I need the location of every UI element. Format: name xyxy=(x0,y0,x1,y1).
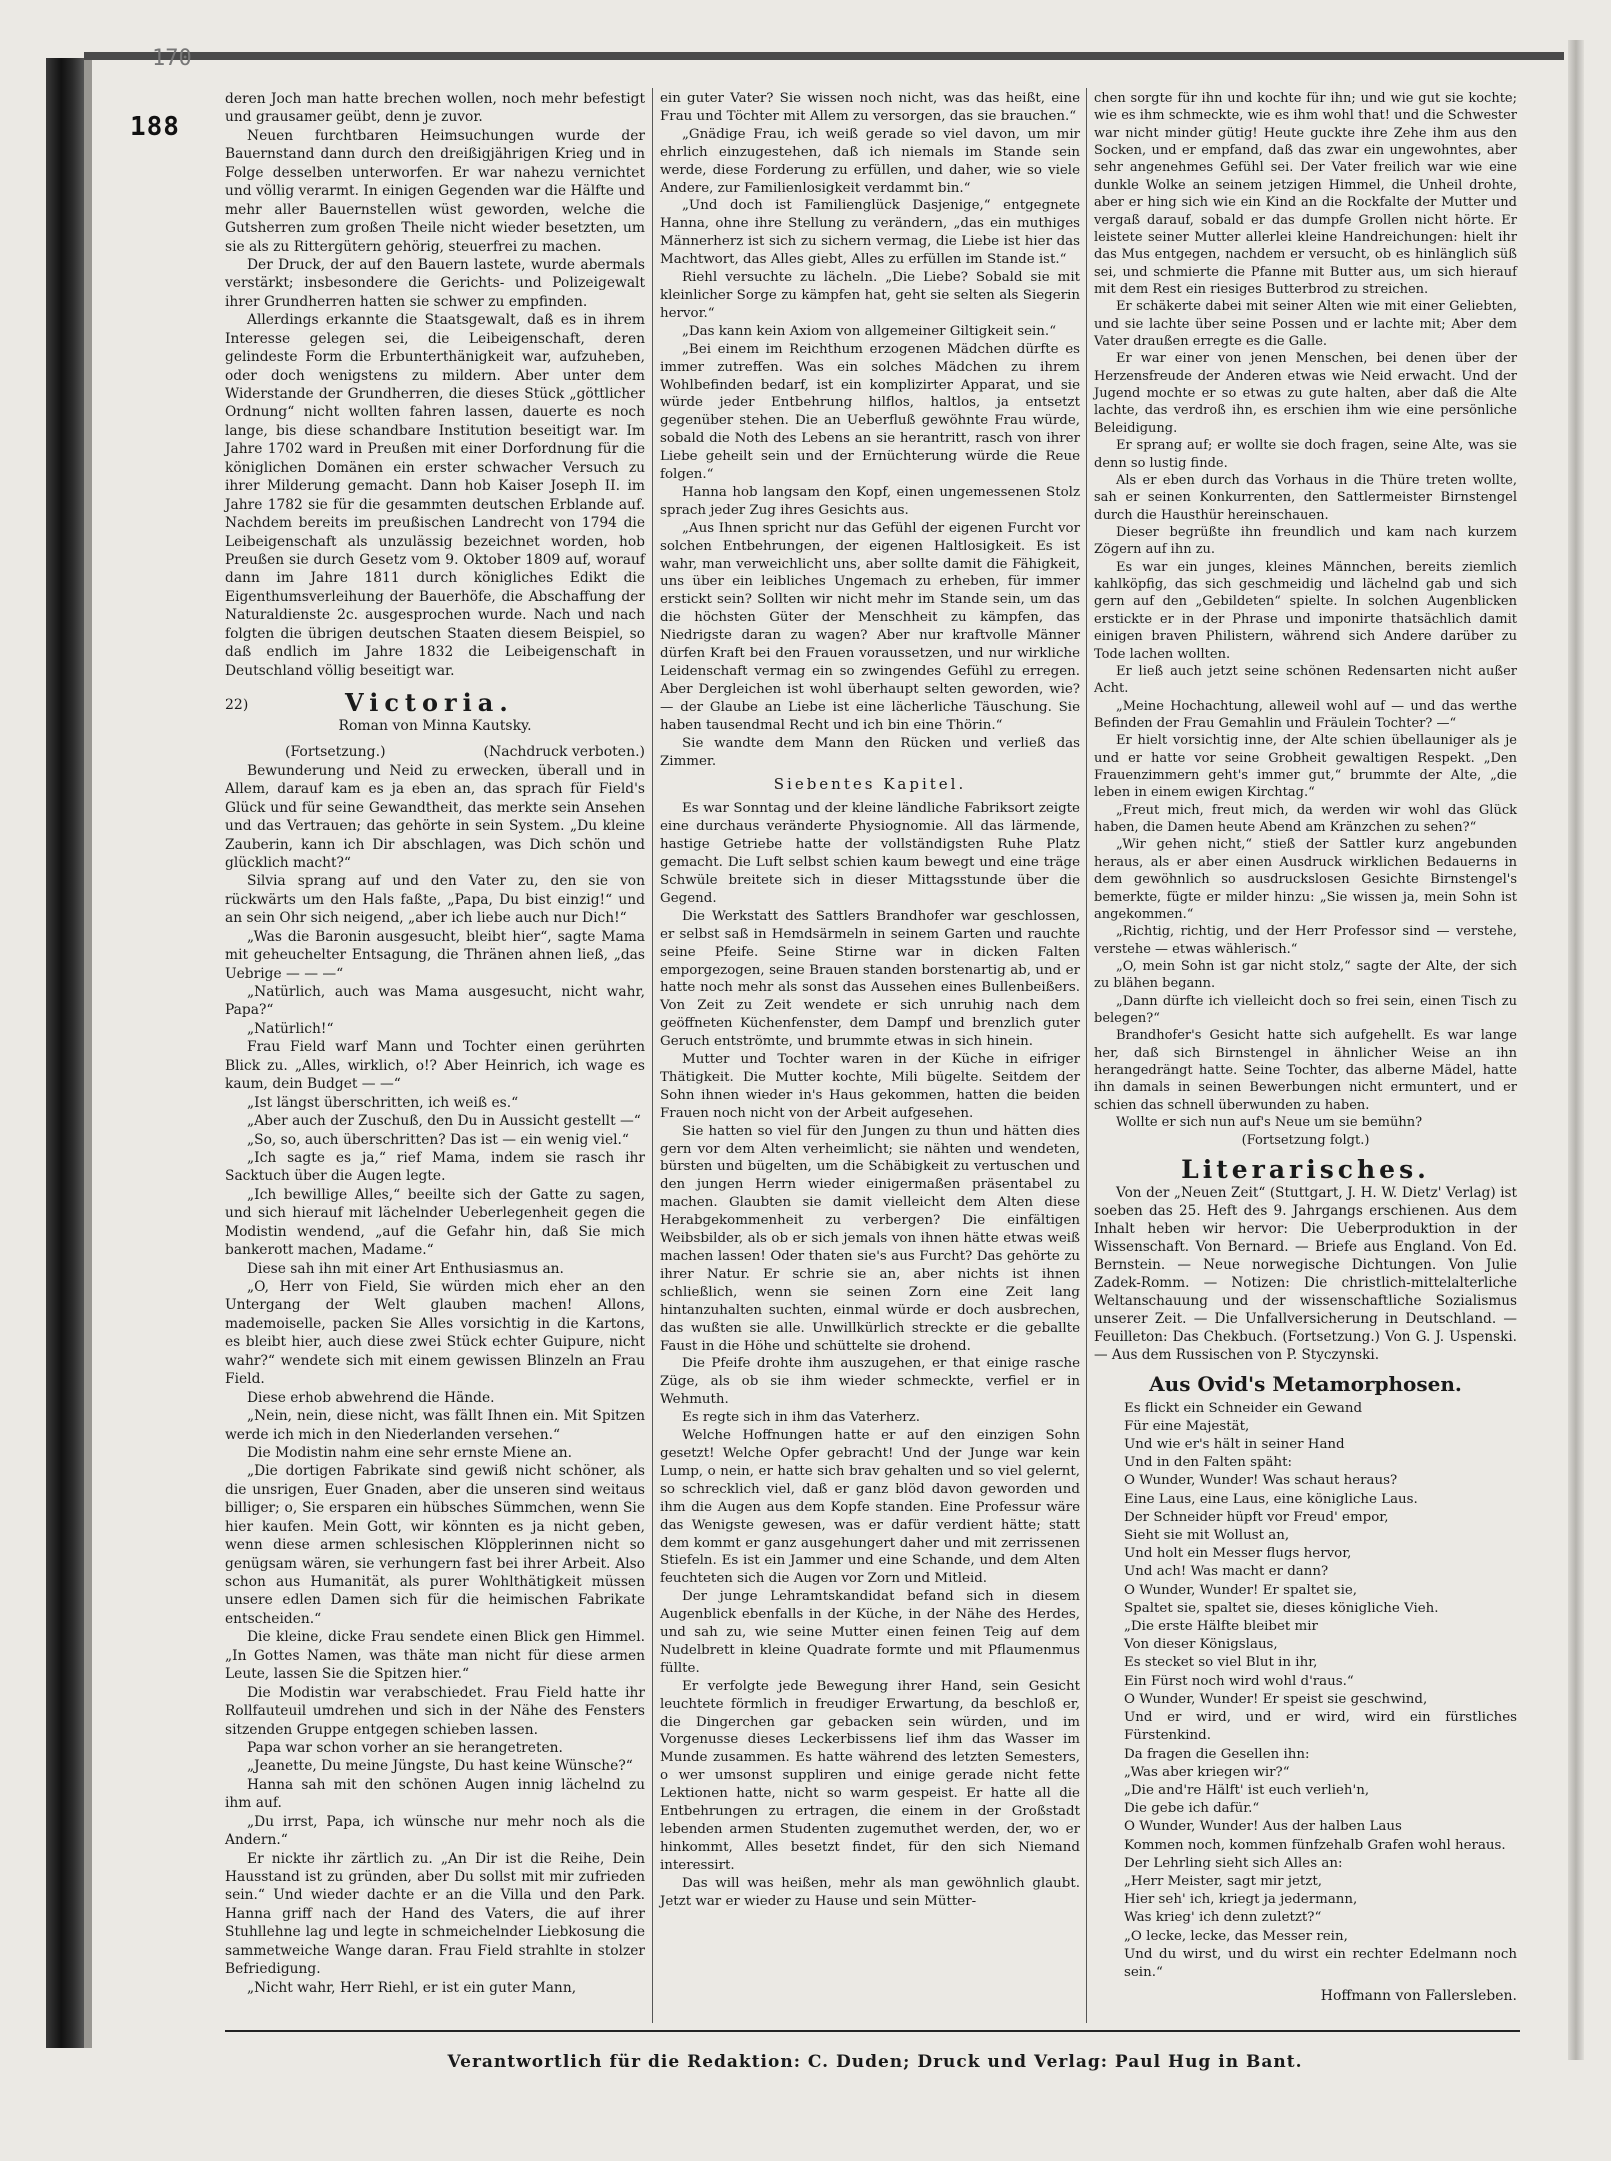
story-paragraph: „Nicht wahr, Herr Riehl, er ist ein guter Mann, xyxy=(247,1979,577,1996)
story-paragraph: „Und doch ist Familienglück Dasjenige,“ entgegnete Hanna, ohne ihre Stellung zu verändern, „das ein muthiges Männerherz ist sich zu sichern vermag, die Liebe ist hier das Machtwort, das Alles giebt, Alles zu erfüllen im Stande ist.“ xyxy=(660,198,1080,268)
paragraph: Der Druck, der auf den Bauern lastete, wurde abermals verstärkt; insbesondere die Gerichts- und Polizeigewalt ihrer Grundherren hatten sie schwer zu empfinden. xyxy=(225,256,645,310)
story-paragraph: „Natürlich, auch was Mama ausgesucht, nicht wahr, Papa?“ xyxy=(225,984,645,1019)
paragraph: Neuen furchtbaren Heimsuchungen wurde der Bauernstand dann durch den dreißigjährigen Krieg und in Folge desselben unterworfen. Er war nahezu vernichtet und völlig verarmt. In einigen Gegenden war die Hälfte und mehr aller Bauernstellen wüst geworden, welche die Gutsherren zum großen Theile nicht wieder besetzten, um sie als zu Rittergütern gehörig, steuerfrei zu machen. xyxy=(225,127,645,255)
story-paragraph: Es regte sich in ihm das Vaterherz. xyxy=(682,1410,920,1426)
story-paragraph: „Richtig, richtig, und der Herr Professor sind — verstehe, verstehe — etwas wählerisch.“ xyxy=(1094,924,1517,957)
story-paragraph: Als er eben durch das Vorhaus in die Thüre treten wollte, sah er seinen Konkurrenten, den Sattlermeister Birnstengel durch die Hausthür hereinschauen. xyxy=(1094,472,1517,523)
story-paragraph: Die Pfeife drohte ihm auszugehen, er that einige rasche Züge, als ob sie ihm wieder schmeckte, verfiel er in Wehmuth. xyxy=(660,1356,1080,1408)
serial-subline xyxy=(225,743,645,761)
column-rule-2 xyxy=(1086,88,1087,2023)
story-paragraph: „Wir gehen nicht,“ stieß der Sattler kurz angebunden heraus, als er aber einen Ausdruck wirklichen Bedauerns in dem gewöhnlich so ausdruckslosen Gesichte Birnstengel's bemerkte, fügte er milder hinzu: „Sie wissen ja, mein Sohn ist angekommen.“ xyxy=(1094,837,1517,922)
paragraph: deren Joch man hatte brechen wollen, noch mehr befestigt und grausamer geübt, denn je zuvor. xyxy=(225,91,645,126)
page-right-edge xyxy=(1568,40,1584,2060)
poem-stanza xyxy=(1124,1509,1517,1618)
impressum: Verantwortlich für die Redaktion: C. Duden; Druck und Verlag: Paul Hug in Bant. xyxy=(447,2052,1303,2072)
poem-line: Es stecket so viel Blut in ihr, xyxy=(1124,1655,1318,1671)
binding-edge xyxy=(84,58,92,2048)
story-paragraph: „Ich bewillige Alles,“ beeilte sich der Gatte zu sagen, und sich hierauf mit lächelnder Ueberlegenheit gegen die Modistin wendend, „auf die Gefahr hin, daß Sie mich bankerott machen, Madame.“ xyxy=(225,1186,645,1259)
story-paragraph: Brandhofer's Gesicht hatte sich aufgehellt. Es war lange her, daß sich Birnstengel in ähnlicher Weise an ihn herangedrängt hatte. Seine Tochter, das alberne Mädel, hatte ihn damals in seinen Bewerbungen nicht ermuntert, und er schien das schnell überwunden zu haben. xyxy=(1094,1028,1517,1113)
poem-line: O Wunder, Wunder! Er speist sie geschwind, xyxy=(1124,1691,1428,1707)
poem-line: Von dieser Königslaus, xyxy=(1124,1637,1278,1653)
story-paragraph: Sie hatten so viel für den Jungen zu thun und hätten dies gern vor dem Alten verheimlicht; sie nähten und wendeten, bürsten und bügelten, um die Schäbigkeit zu vertuschen und den jungen Herrn wieder einigermaßen präsentabel zu machen. Glaubten sie damit vielleicht dem Alten diese Herabgekommenheit zu verbergen? Die einfältigen Weibsbilder, als ob er sich jemals von ihnen hätte etwas weiß machen lassen! Oder thaten sie's aus Furcht? Das gehörte zu ihrer Natur. Er schrie sie an, aber nichts ist ihnen schließlich, wenn sie seinen Zorn eine Zeit lang hintanzuhalten suchten, einmal würde er doch ausbrechen, das wußten sie alle. Unwillkürlich streckte er die geballte Faust in die Höhe und schüttelte sie drohend. xyxy=(660,1123,1080,1354)
story-paragraph: Silvia sprang auf und den Vater zu, den sie von rückwärts um den Hals faßte, „Papa, Du bist einzig!“ und an sein Ohr sich neigend, „aber ich liebe auch nur Dich!“ xyxy=(225,873,645,927)
poem-line: Für eine Majestät, xyxy=(1124,1418,1250,1434)
poem xyxy=(1124,1400,1517,1983)
story-paragraph: „Die dortigen Fabrikate sind gewiß nicht schöner, als die unsrigen, Euer Gnaden, aber die unseren sind weitaus billiger; o, Sie ersparen ein hübsches Sümmchen, wenn Sie hier kaufen. Mein Gott, wir könnten es ja nicht geben, wenn diese armen schlesischen Klöpplerinnen nicht so genügsam wären, sie verhungern fast bei ihrer Arbeit. Also schon aus Humanität, als purer Wohlthätigkeit müssen unsere edlen Damen sich für die heimischen Fabrikate entscheiden.“ xyxy=(225,1463,645,1627)
story-paragraph: chen sorgte für ihn und kochte für ihn; und wie gut sie kochte; wie es ihm schmeckte, wie es ihm wohl that! und die Schwester war nicht minder gütig! Heute guckte ihre Zehe ihm aus den Socken, und er empfand, daß das zwar ein ungewohntes, aber sehr angenehmes Gefühl sei. Der Vater freilich war wie eine dunkle Wolke an seinem jetzigen Himmel, die Unheil drohte, aber er hing sich wie ein Kind an die Rockfalte der Mutter und vergaß darauf, sobald er das dumpfe Grollen nicht hörte. Er leistete seiner Mutter allerlei kleine Handreichungen: hielt ihr das Mus entgegen, nachdem er versucht, ob es hinlänglich süß sei, und schmierte die Pfanne mit Butter aus, um sich hierauf mit dem Rest ein riesiges Butterbrod zu streichen. xyxy=(1094,91,1517,297)
story-paragraph: Sie wandte dem Mann den Rücken und verließ das Zimmer. xyxy=(660,735,1080,769)
story-paragraph: Die Modistin nahm eine sehr ernste Miene an. xyxy=(247,1444,573,1461)
story-paragraph: Dieser begrüßte ihn freundlich und kam nach kurzem Zögern auf ihn zu. xyxy=(1094,524,1517,558)
poem-title: Aus Ovid's Metamorphosen. xyxy=(1149,1372,1462,1397)
story-paragraph: Er sprang auf; er wollte sie doch fragen, seine Alte, was sie denn so lustig finde. xyxy=(1094,438,1517,471)
poem-line: Der Schneider hüpft vor Freud' empor, xyxy=(1124,1509,1389,1525)
poem-author: Hoffmann von Fallersleben. xyxy=(1320,1988,1517,2005)
poem-line: „O lecke, lecke, das Messer rein, xyxy=(1124,1928,1348,1944)
poem-line: Ein Fürst noch wird wohl d'raus.“ xyxy=(1124,1673,1354,1689)
story-paragraph: Hanna sah mit den schönen Augen innig lächelnd zu ihm auf. xyxy=(225,1776,645,1812)
poem-stanza xyxy=(1124,1618,1517,1745)
poem-line: O Wunder, Wunder! Aus der halben Laus xyxy=(1124,1819,1402,1835)
story-paragraph: „O, Herr von Field, Sie würden mich eher an den Untergang der Welt glauben machen! Allons, mademoiselle, packen Sie Alles vorsichtig in die Kartons, es bleibt hier, auch diese zwei Stück echter Guipure, nicht wahr?“ wendete sich mit einem gewissen Blinzeln an Frau Field. xyxy=(225,1279,645,1388)
story-paragraph: „Das kann kein Axiom von allgemeiner Giltigkeit sein.“ xyxy=(682,323,1057,339)
poem-stanza xyxy=(1124,1746,1517,1855)
reprint-notice: (Nachdruck verboten.) xyxy=(483,744,645,761)
story-paragraph: „Bei einem im Reichthum erzogenen Mädchen dürfte es immer zutreffen. Was ein solches Mädchen zu ihrem Wohlbefinden bedarf, ist ein komplizirter Apparat, und sie würde jeder Entbehrung hilflos, haltlos, ja entsetzt gegenüber stehen. Die an Ueberfluß gewöhnte Frau würde, sobald die Noth des Lebens an sie herantritt, rasch von ihrer Liebe geheilt sein und der Ernüchterung würde die Reue folgen.“ xyxy=(660,341,1080,483)
story-paragraph: Papa war schon vorher an sie herangetreten. xyxy=(247,1739,563,1756)
story-paragraph: Diese sah ihn mit einer Art Enthusiasmus an. xyxy=(247,1260,564,1277)
story-paragraph: „Du irrst, Papa, ich wünsche nur mehr noch als die Andern.“ xyxy=(225,1813,645,1849)
column-1 xyxy=(225,90,645,1997)
story-paragraph: „Natürlich!“ xyxy=(247,1020,334,1037)
story-paragraph: Er ließ auch jetzt seine schönen Redensarten nicht außer Acht. xyxy=(1094,663,1517,697)
poem-stanza xyxy=(1124,1855,1517,1982)
story-paragraph: „Nein, nein, diese nicht, was fällt Ihnen ein. Mit Spitzen werde ich mich in den Niederlanden versehen.“ xyxy=(225,1408,645,1443)
literature-heading: Literarisches. xyxy=(1181,1154,1430,1184)
story-paragraph: Diese erhob abwehrend die Hände. xyxy=(247,1389,495,1406)
poem-line: Der Lehrling sieht sich Alles an: xyxy=(1124,1855,1343,1871)
poem-line: Was krieg' ich denn zuletzt?“ xyxy=(1124,1910,1322,1926)
story-paragraph: Es war Sonntag und der kleine ländliche Fabriksort zeigte eine durchaus veränderte Physiognomie. All das lärmende, hastige Getriebe hatte der vollständigsten Ruhe Platz gemacht. Die Luft selbst schien kaum bewegt und eine träge Schwüle breitete sich in dieser Mittagsstunde über die Gegend. xyxy=(660,801,1080,906)
story-paragraph: Die Werkstatt des Sattlers Brandhofer war geschlossen, er selbst saß in Hemdsärmeln in seinem Garten und rauchte seine Pfeife. Seine Stirne war in dicken Falten emporgezogen, seine Brauen standen borstenartig ab, und er hatte noch mehr als sonst das Aussehen eines Bullenbeißers. Von Zeit zu Zeit wendete er sich unruhig nach dem geöffneten Küchenfenster, dem Dampf und brenzlich guter Geruch entströmte, und brummte etwas in sich hinein. xyxy=(660,908,1080,1050)
story-paragraph: Mutter und Tochter waren in der Küche in eifriger Thätigkeit. Die Mutter kochte, Mili bügelte. Seitdem der Sohn ihnen wieder in's Haus gekommen, hatten die beiden Frauen noch nicht von der Arbeit aufgesehen. xyxy=(660,1052,1080,1121)
story-paragraph: „So, so, auch überschritten? Das ist — ein wenig viel.“ xyxy=(247,1131,629,1148)
story-paragraph: „Aus Ihnen spricht nur das Gefühl der eigenen Furcht vor solchen Entbehrungen, der eigenen Haltlosigkeit. Es ist wahr, man verweichlicht uns, aber sollte damit die Fähigkeit, uns über ein leibliches Ungemach zu erheben, für immer erstickt sein? Sollten wir nicht mehr im Stande sein, um das die höchsten Güter der Menschheit zu kämpfen, das Niedrigste daran zu wagen? Aber nur kraftvolle Männer dürfen Kraft bei den Frauen voraussetzen, und nur wirkliche Leidenschaft vermag ein so zwingendes Gefühl zu erregen. Aber Dergleichen ist wohl überhaupt selten geworden, wie? — der Glaube an Liebe ist eine lächerliche Täuschung. Sie haben tausendmal Recht und ich bin eine Thörin.“ xyxy=(660,520,1080,733)
serial-title: Victoria. xyxy=(345,688,514,718)
story-paragraph: Riehl versuchte zu lächeln. „Die Liebe? Sobald sie mit kleinlicher Sorge zu kämpfen hat, geht sie selten als Siegerin hervor.“ xyxy=(660,270,1080,321)
story-paragraph: Hanna hob langsam den Kopf, einen ungemessenen Stolz sprach jeder Zug ihres Gesichts aus. xyxy=(660,484,1080,518)
literature-notice: Von der „Neuen Zeit“ (Stuttgart, J. H. W. Dietz' Verlag) ist soeben das 25. Heft des 9. Jahrgangs erschienen. Aus dem Inhalt heben wir hervor: Die Ueberproduktion in der Wissenschaft. Von Bernard. — Briefe aus England. Von Ed. Bernstein. — Neue norwegische Dichtungen. Von Julie Zadek-Romm. — Notizen: Die christlich-mittelalterliche Weltanschauung und der wissenschaftliche Sozialismus unserer Zeit. — Die Unfallversicherung in Deutschland. — Feuilleton: Das Chekbuch. (Fortsetzung.) Von G. J. Uspenski. — Aus dem Russischen von P. Styczynski. xyxy=(1094,1185,1517,1364)
poem-line: Da fragen die Gesellen ihn: xyxy=(1124,1746,1310,1762)
column-3 xyxy=(1094,90,1517,2006)
poem-line: Spaltet sie, spaltet sie, dieses königliche Vieh. xyxy=(1124,1600,1439,1616)
story-paragraph: „Freut mich, freut mich, da werden wir wohl das Glück haben, die Damen heute Abend am Kränzchen zu sehen?“ xyxy=(1094,802,1517,836)
poem-line: Und er wird, und er wird, wird ein fürstliches Fürstenkind. xyxy=(1124,1710,1517,1744)
page-top-edge xyxy=(84,52,1564,60)
story-paragraph: ein guter Vater? Sie wissen noch nicht, was das heißt, eine Frau und Töchter mit Allem zu versorgen, das sie brauchen.“ xyxy=(660,91,1080,124)
story-paragraph: Wollte er sich nun auf's Neue um sie bemühn? xyxy=(1116,1115,1423,1131)
story-paragraph: Die Modistin war verabschiedet. Frau Field hatte ihr Rollfauteuil umdrehen und sich in der Nähe des Fensters sitzenden Gruppe entgegen schieben lassen. xyxy=(225,1684,645,1738)
story-paragraph: Bewunderung und Neid zu erwecken, überall und in Allem, darauf kam es ja eben an, das sprach für Field's Glück und für seine Gewandtheit, das merkte sein Ansehen und das Vertrauen; das gehörte in sein System. „Du kleine Zauberin, kann ich Dir abschlagen, was Dich schön und glücklich macht?“ xyxy=(225,762,645,871)
poem-line: Und wie er's hält in seiner Hand xyxy=(1124,1437,1345,1453)
story-paragraph: Der junge Lehramtskandidat befand sich in diesem Augenblick ebenfalls in der Küche, in der Nähe des Herdes, und sah zu, wie seine Mutter einen feinen Teig auf dem Nudelbrett in kleine Quadrate formte und mit Pflaumenmus füllte. xyxy=(660,1589,1080,1676)
serial-byline: Roman von Minna Kautsky. xyxy=(338,717,532,734)
poem-line: O Wunder, Wunder! Er spaltet sie, xyxy=(1124,1582,1358,1598)
story-paragraph: „Ich sagte es ja,“ rief Mama, indem sie rasch ihr Sacktuch über die Augen legte. xyxy=(225,1149,645,1185)
poem-line: Kommen noch, kommen fünfzehalb Grafen wohl heraus. xyxy=(1124,1837,1506,1853)
poem-line: Und in den Falten späht: xyxy=(1124,1455,1293,1471)
serial-continued: (Fortsetzung.) xyxy=(285,744,386,761)
paragraph: Allerdings erkannte die Staatsgewalt, daß es in ihrem Interesse gelegen sei, die Leibeigenschaft, deren gelindeste Form die Erbunterthänigkeit war, aufzuheben, oder doch wenigstens zu mildern. Aber unter dem Widerstande der Grundherren, die dieses Stück „göttlicher Ordnung“ nicht wollten fahren lassen, dauerte es noch lange, bis diese schandbare Institution beseitigt war. Im Jahre 1702 ward in Preußen mit einer Dorfordnung für die königlichen Domänen ein erster schwacher Versuch zu ihrer Milderung gemacht. Dann hob Kaiser Joseph II. im Jahre 1782 sie für die gesammten deutschen Erblande auf. Nachdem bereits im preußischen Landrecht von 1794 die Leibeigenschaft als unzulässig bezeichnet worden, hob Preußen sie durch Gesetz vom 9. Oktober 1809 auf, worauf dann im Jahre 1811 durch königliches Edikt die Eigenthumsverleihung der Bauerhöfe, die Abschaffung der Naturaldienste 2c. ausgesprochen wurde. Nach und nach folgten die übrigen deutschen Staaten diesem Beispiel, so daß endlich im Jahre 1832 die Leibeigenschaft in Deutschland völlig beseitigt war. xyxy=(225,312,645,679)
chapter-heading: Siebentes Kapitel. xyxy=(773,775,967,794)
poem-line: Und ach! Was macht er dann? xyxy=(1124,1564,1329,1580)
story-paragraph: „Gnädige Frau, ich weiß gerade so viel davon, um mir ehrlich einzugestehen, daß ich niemals im Stande sein werde, diese Forderung zu erfüllen, und daher, wie so viele Andere, zur Familienlosigkeit verdammt bin.“ xyxy=(660,126,1080,196)
story-paragraph: Das will was heißen, mehr als man gewöhnlich glaubt. Jetzt war er wieder zu Hause und sein Mütter- xyxy=(660,1875,1080,1909)
footer-rule xyxy=(225,2030,1520,2032)
poem-line: „Die erste Hälfte bleibet mir xyxy=(1124,1619,1318,1635)
column-2 xyxy=(660,90,1080,1911)
story-paragraph: „Dann dürfte ich vielleicht doch so frei sein, einen Tisch zu belegen?“ xyxy=(1094,993,1517,1027)
story-paragraph: Er schäkerte dabei mit seiner Alten wie mit einer Geliebten, und sie lachte über seine Possen und er lachte mit; Aber dem Vater draußen erregte es die Galle. xyxy=(1094,299,1517,350)
page-number: 188 xyxy=(130,112,180,142)
story-paragraph: „O, mein Sohn ist gar nicht stolz,“ sagte der Alte, der sich zu blähen begann. xyxy=(1094,958,1517,992)
story-paragraph: Es war ein junges, kleines Männchen, bereits ziemlich kahlköpfig, das sich geschmeidig und lächelnd gab und sich gern auf den „Gebildeten“ spielte. In solchen Augenblicken erstickte er in der Phrase und imponirte thatsächlich damit einigen braven Philistern, während sich Andere darüber zu Tode lachen wollten. xyxy=(1094,559,1517,662)
page-number-faint: 170 xyxy=(152,46,192,71)
story-paragraph: „Was die Baronin ausgesucht, bleibt hier“, sagte Mama mit geheuchelter Entsagung, die Thränen ahnen ließ, „das Uebrige — — —“ xyxy=(225,928,645,982)
story-paragraph: Er war einer von jenen Menschen, bei denen über der Herzensfreude der Anderen etwas wie Neid erwacht. Und der Jugend mochte er so etwas zu gute halten, aber daß die Alte lachte, das verdroß ihn, es erschien ihm wie eine persönliche Beleidigung. xyxy=(1094,351,1517,436)
poem-line: Sieht sie mit Wollust an, xyxy=(1124,1528,1290,1544)
poem-line: Es flickt ein Schneider ein Gewand xyxy=(1124,1400,1363,1416)
poem-line: „Herr Meister, sagt mir jetzt, xyxy=(1124,1873,1322,1889)
poem-line: „Was aber kriegen wir?“ xyxy=(1124,1764,1290,1780)
poem-line: O Wunder, Wunder! Was schaut heraus? xyxy=(1124,1473,1398,1489)
story-paragraph: Welche Hoffnungen hatte er auf den einzigen Sohn gesetzt! Welche Opfer gebracht! Und der Junge war kein Lump, o nein, er hatte sich brav gehalten und so viel gelernt, so schrecklich viel, daß er ganz blöd davon geworden und ihm die Augen aus dem Kopfe standen. Eine Professur wäre das Wenigste gewesen, was er dafür verdient hätte; statt dem kommt er ganz ausgehungert daher und mit zerrissenen Stiefeln. Es ist ein Jammer und eine Schande, und dem Alten feuchteten sich die Augen vor Zorn und Mitleid. xyxy=(660,1428,1080,1587)
story-paragraph: Er verfolgte jede Bewegung ihrer Hand, sein Gesicht leuchtete förmlich in freudiger Erwartung, da beschloß er, die Dingerchen gar gebacken sein würden, und im Vorgenusse dieses Leckerbissens lief ihm das Wasser im Munde zusammen. Es hatte während des letzten Semesters, o wer umsonst suppliren und einige gerade nicht fette Lektionen hatte, nicht so warm gespeist. Er hatte all die Entbehrungen zu ertragen, die einem in der Großstadt lebenden armen Studenten zugemuthet werden, der, wo er hinkommt, Alles besetzt findet, für den sich Niemand interessirt. xyxy=(660,1678,1080,1873)
poem-line: Eine Laus, eine Laus, eine königliche Laus. xyxy=(1124,1491,1418,1507)
story-paragraph: Er hielt vorsichtig inne, der Alte schien übellauniger als je und er hatte vor seine Grobheit gewaltigen Respekt. „Den Frauenzimmern geht's immer gut,“ brummte der Alte, „die leben in einem ewigen Kirchtag.“ xyxy=(1094,733,1517,801)
story-paragraph: „Jeanette, Du meine Jüngste, Du hast keine Wünsche?“ xyxy=(247,1758,633,1775)
to-be-continued: (Fortsetzung folgt.) xyxy=(1241,1132,1370,1148)
poem-line: Und holt ein Messer flugs hervor, xyxy=(1124,1546,1352,1562)
story-paragraph: Die kleine, dicke Frau sendete einen Blick gen Himmel. „In Gottes Namen, was thäte man nicht für diese armen Leute, lassen Sie die Spitzen hier.“ xyxy=(225,1629,645,1683)
story-paragraph: „Aber auch der Zuschuß, den Du in Aussicht gestellt —“ xyxy=(247,1113,641,1130)
story-paragraph: Frau Field warf Mann und Tochter einen gerührten Blick zu. „Alles, wirklich, o!? Aber Heinrich, ich wage es kaum, dein Budget — —“ xyxy=(225,1039,645,1093)
story-paragraph: Er nickte ihr zärtlich zu. „An Dir ist die Reihe, Dein Hausstand ist zu gründen, aber Du sollst mit mir zufrieden sein.“ Und wieder dachte er an die Villa und den Park. Hanna griff nach der Hand des Vaters, die auf ihrer Stuhllehne lag und legte in schmeichelnder Liebkosung die sammetweiche Wange daran. Frau Field strahlte in stolzer Befriedigung. xyxy=(225,1850,645,1978)
poem-stanza xyxy=(1124,1400,1517,1509)
poem-line: „Die and're Hälft' ist euch verlieh'n, xyxy=(1124,1782,1370,1798)
story-paragraph: „Ist längst überschritten, ich weiß es.“ xyxy=(247,1094,519,1111)
story-paragraph: „Meine Hochachtung, alleweil wohl auf — und das werthe Befinden der Frau Gemahlin und Fräulein Tochter? —“ xyxy=(1094,698,1517,731)
poem-line: Und du wirst, und du wirst ein rechter Edelmann noch sein.“ xyxy=(1124,1946,1517,1980)
column-rule-1 xyxy=(652,88,653,2023)
book-binding xyxy=(46,58,84,2048)
poem-line: Hier seh' ich, kriegt ja jedermann, xyxy=(1124,1892,1358,1908)
serial-number: 22) xyxy=(225,697,249,713)
poem-line: Die gebe ich dafür.“ xyxy=(1124,1801,1260,1817)
